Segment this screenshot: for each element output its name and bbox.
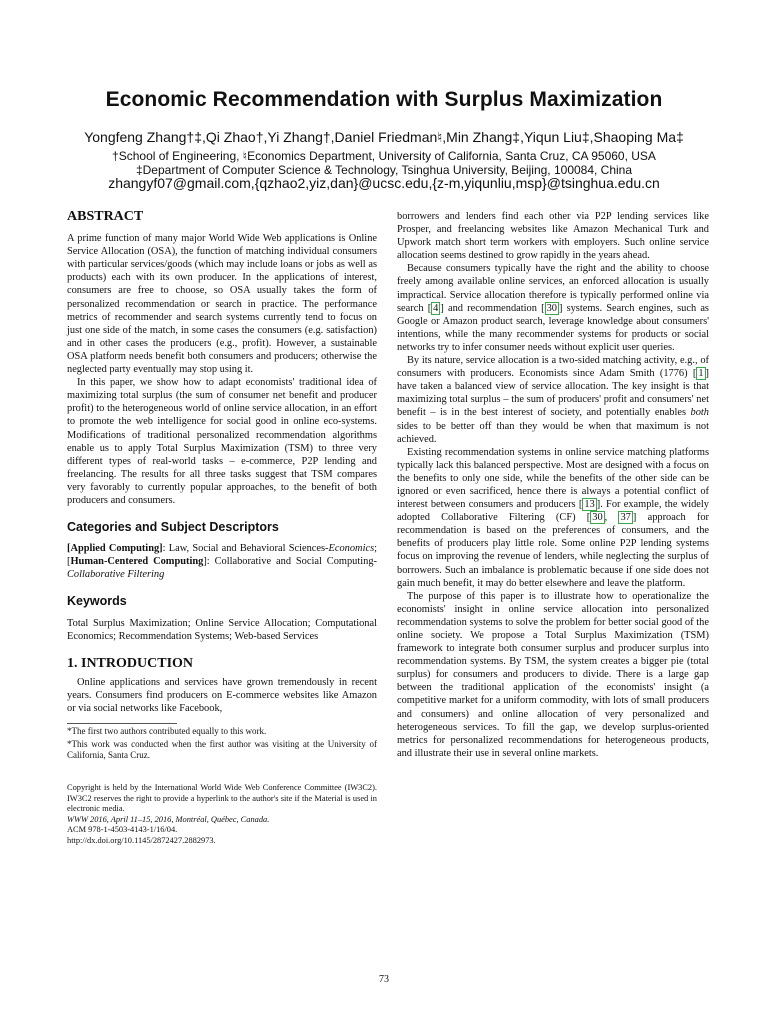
text-segment: systems. Search engines, such as Google or Amazon product search, leverage knowledge about consumers' intentions, while the many recommender systems for products or social networks try to infer consumer needs without explicit user queries. [397, 302, 709, 353]
right-paragraph-4: Existing recommendation systems in online service matching platforms typically lack this balanced perspective. Most are designed with a focus on the benefits to only one side, while the benefits of the other side can be ignored or even sacrificed, hence there is always a potential conflict of interest between consumers and producers [ 13 ]. For example, the widely adopted Collaborative Filtering (CF) [ 30 , 37 ] approach for recommendation is based on the preferences of consumers, and the benefits of producers play little role. Some online P2P lending systems focus on improving the revenue of lenders, while neglecting the surplus of borrowers. Such an imbalance is problematic because if one side does not gain much benefit, it may do better elsewhere and leave the platform. [397, 446, 710, 589]
category-text-d: ; [ [67, 543, 377, 568]
text-segment: . For example, the widely adopted Collaborative Filtering (CF) [397, 499, 709, 524]
paper-title: Economic Recommendation with Surplus Maximization [105, 88, 663, 111]
citation-1[interactable]: 1 [698, 368, 704, 380]
affiliation-2: ‡Department of Computer Science & Technology, Tsinghua University, Beijing, 100084, China [135, 163, 633, 177]
keywords-heading: Keywords [67, 594, 127, 609]
text-segment: Because consumers typically have the right and the ability to choose freely among available online services, an enforced allocation is usually impractical. Service allocation therefore is typically performed online via search [397, 263, 709, 314]
footnote-divider [67, 723, 177, 724]
copyright-block [67, 783, 377, 846]
author-emails: zhangyf07@gmail.com,{qzhao2,yiz,dan}@ucsc.edu,{z-m,yiqunliu,msp}@tsinghua.edu.cn [108, 175, 660, 191]
abstract-paragraph-1: A prime function of many major World Wide Web applications is Online Service Allocation (OSA), the function of matching individual consumers with particular services/goods (which may include loans or jobs as well as products) each with its own producer. In the applications of interest, consumers are free to choose, so OSA usually takes the form of personalized recommendation or search in practice. The performance metrics of recommender and search systems currently tend to focus on just one side of the match, in some cases the consumers (e.g. satisfaction) and in other cases the producers (e.g., profit). However, a sustainable OSA platform needs benefit both consumers and producers; otherwise the neglected party eventually may stop using it. [67, 233, 377, 376]
text-segment: and recommendation [447, 302, 537, 314]
text-segment: Existing recommendation systems in online service matching platforms typically lack this balanced perspective. Most are designed with a focus on the benefits to only one side, while the benefits of the other side can be ignored or even sacrificed, hence there is always a potential conflict of interest between consumers and producers [397, 446, 709, 511]
categories-heading: Categories and Subject Descriptors [67, 520, 279, 535]
affiliation-1: †School of Engineering, ♮Economics Department, University of California, Santa Cruz, CA 95060, USA [112, 149, 656, 163]
citation-37[interactable]: 37 [620, 512, 631, 524]
text-segment: have taken a balanced view of service allocation. The key insight is that maximizing total surplus – the sum of producers' profit and consumers' net benefit – is in the best interest of society, and potentially enables [397, 381, 709, 419]
category-text-f: ]: Collaborative and Social Computing- [203, 556, 377, 568]
citation-13[interactable]: 13 [584, 499, 595, 511]
right-paragraph-2: Because consumers typically have the right and the ability to choose freely among available online services, an enforced allocation is usually impractical. Service allocation therefore is typically performed online via search [ 4 ] and recommendation [ 30 ] systems. Search engines, such as Google or Amazon product search, leverage knowledge about consumers' intentions, while the many recommender systems for products or social networks try to infer consumer needs without explicit user queries. [397, 263, 709, 353]
text-segment: By its nature, service allocation is a two-sided matching activity, e.g., of consumers with producers. Economists since Adam Smith (1776) [397, 355, 709, 380]
text-segment: sides to be better off than they would be when that maximum is not achieved. [397, 420, 709, 445]
author-list: Yongfeng Zhang†‡,Qi Zhao†,Yi Zhang†,Daniel Friedman♮,Min Zhang‡,Yiqun Liu‡,Shaoping Ma‡ [84, 129, 684, 145]
right-column [397, 210, 709, 760]
footnote-2: *This work was conducted when the first author was visiting at the University of California, Santa Cruz. [67, 739, 377, 761]
introduction-paragraph-1: Online applications and services have grown tremendously in recent years. Consumers find producers on E-commerce websites like Amazon or via social networks like Facebook, [67, 676, 377, 714]
right-paragraph-3: By its nature, service allocation is a two-sided matching activity, e.g., of consumers with producers. Economists since Adam Smith (1776) [ 1 ] have taken a balanced view of service allocation. The key insight is that maximizing total surplus – the sum of producers' profit and consumers' net benefit – is in the best interest of society, and potentially enables both sides to be better off than they would be when that maximum is not achieved. [397, 355, 709, 445]
categories-text [67, 542, 377, 581]
copyright-line-2: WWW 2016, April 11–15, 2016, Montréal, Québec, Canada. [67, 814, 270, 824]
copyright-line-1: Copyright is held by the International World Wide Web Conference Committee (IW3C2). IW3C2 reserves the right to provide a hyperlink to the author's site if the Material is used in electronic media. [67, 783, 377, 814]
category-text-b: : Law, Social and Behavioral Sciences- [162, 543, 329, 555]
category-hcc: Human-Centered Computing [70, 556, 204, 568]
copyright-line-3: ACM 978-1-4503-4143-1/16/04. [67, 825, 178, 835]
introduction-heading: 1. INTRODUCTION [67, 655, 194, 671]
page-number: 73 [379, 974, 389, 985]
citation-30[interactable]: 30 [592, 512, 603, 524]
footnote-1: *The first two authors contributed equally to this work. [67, 726, 267, 737]
abstract-heading: ABSTRACT [67, 209, 144, 224]
doi-link[interactable]: http://dx.doi.org/10.1145/2872427.2882973. [67, 835, 216, 845]
right-paragraph-5: The purpose of this paper is to illustrate how to operationalize the economists' insight in online service allocation into personalized recommendation systems to solve the problem for better social good of the online society. We propose a Total Surplus Maximization (TSM) framework to integrate both consumer surplus and producer surplus into recommendation systems. By TSM, the system creates a bigger pie (total surplus) for consumers and producers to divide. There is a large gap between the traditional application of the economists' insight (a competitive market for a uniform commodity, with lots of small producers and consumers) and online allocation of very personalized and heterogeneous services. To fill the gap, we develop surplus-oriented metrics for personalized recommendations for heterogeneous products, and illustrate their use in several online markets. [397, 590, 709, 759]
left-column [67, 210, 377, 846]
category-text-g: Collaborative Filtering [67, 569, 165, 581]
text-segment: approach for recommendation is based on the preferences of consumers, and the benefits of producers play little role. Some online P2P lending systems focus on improving the revenue of lenders, while neglecting the surplus of borrowers. Such an imbalance is problematic because if one side does not gain much benefit, it may do better elsewhere and leave the platform. [397, 512, 710, 589]
category-applied: [Applied Computing] [67, 543, 163, 555]
category-text-c: Economics [328, 543, 375, 555]
abstract-paragraph-2: In this paper, we show how to adapt economists' traditional idea of maximizing total surplus (the sum of consumer net benefit and producer profit) to the heterogeneous world of online service allocation, in an effort to promote the web intelligence for social good in online eco-systems. Modifications of traditional personalized recommendation algorithms enable us to apply Total Surplus Maximization (TSM) to three very different types of real-world tasks – e-commerce, P2P lending and freelancing. The results for all three tasks suggest that TSM compares very favorably to currently popular approaches, to the benefit of both producers and consumers. [67, 377, 377, 506]
right-paragraph-1: borrowers and lenders find each other via P2P lending services like Prosper, and freelancing websites like Amazon Mechanical Turk and Upwork match short term workers with employers. Such online service allocation seems destined to grow rapidly in the years ahead. [397, 211, 709, 262]
text-emphasis: both [690, 407, 709, 419]
citation-4[interactable]: 4 [433, 302, 439, 314]
keywords-text: Total Surplus Maximization; Online Service Allocation; Computational Economics; Recommendation Systems; Web-based Services [67, 617, 377, 642]
citation-30[interactable]: 30 [546, 302, 557, 314]
